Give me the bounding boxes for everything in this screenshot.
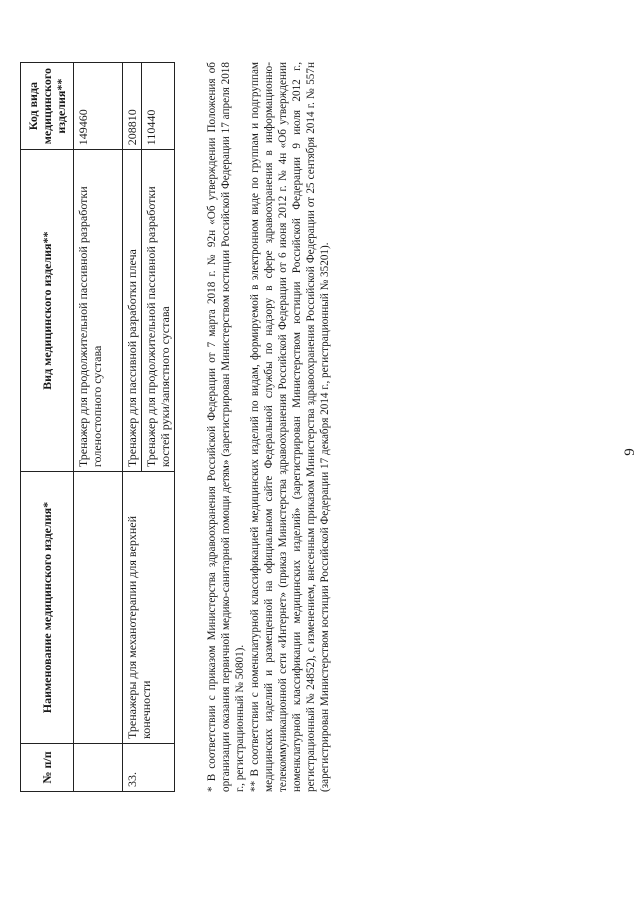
row-device-code: 149460 [74, 63, 123, 150]
footnote-2: ** В соответствии с номенклатурной классификацией медицинских изделий по видам, формируемой в электронном виде по группам и подгруппам медицинских изделий и размещенной на официальном сайте Федеральной службы по надзору в сфере здравоохранения в информационно-телекоммуникационной сети «Интернет» (приказ Министерства здравоохранения Российской Федерации от 6 июня 2012 г. № 4н «Об утверждении номенклатурной классификации медицинских изделий» (зарегистрирован Министерством юстиции Российской Федерации 9 июля 2012 г., регистрационный № 24852), с изменением, внесенным приказом Министерства здравоохранения Российской Федерации от 25 сентября 2014 г. № 557н (зарегистрирован Министерством юстиции Российской Федерации 17 декабря 2014 г., регистрационный № 35201). [249, 62, 331, 792]
row-num [74, 743, 123, 791]
row-device-kind: Тренажер для продолжительной пассивной разработки костей руки/запястного сустава [142, 150, 175, 472]
header-device-kind: Вид медицинского изделия** [21, 150, 74, 472]
footnote-1: * В соответствии с приказом Министерства здравоохранения Российской Федерации от 7 марта 2018 г. № 92н «Об утверждении Положения об организации оказания первичной медико-санитарной помощи детям» (зарегистрирован Министерством юстиции Российской Федерации 17 апреля 2018 г., регистрационный № 50801). [206, 62, 246, 792]
row-device-kind: Тренажер для пассивной разработки плеча [123, 150, 142, 472]
page-number: 9 [622, 448, 638, 456]
row-device-name [74, 472, 123, 744]
header-device-name: Наименование медицинского изделия* [21, 472, 74, 744]
rotated-page [20, 12, 638, 892]
table-row [123, 63, 142, 792]
header-num: № п/п [21, 743, 74, 791]
row-num: 33. [123, 743, 175, 791]
medical-devices-table [20, 62, 175, 792]
row-device-name: Тренажеры для механотерапии для верхней конечности [123, 472, 175, 744]
row-device-code: 208810 [123, 63, 142, 150]
table-header-row [21, 63, 74, 792]
row-device-kind: Тренажер для продолжительной пассивной разработки голеностопного сустава [74, 150, 123, 472]
row-device-code: 110440 [142, 63, 175, 150]
table-row [74, 63, 123, 792]
footnotes [205, 62, 333, 792]
header-device-code: Код вида медицинского изделия** [21, 63, 74, 150]
